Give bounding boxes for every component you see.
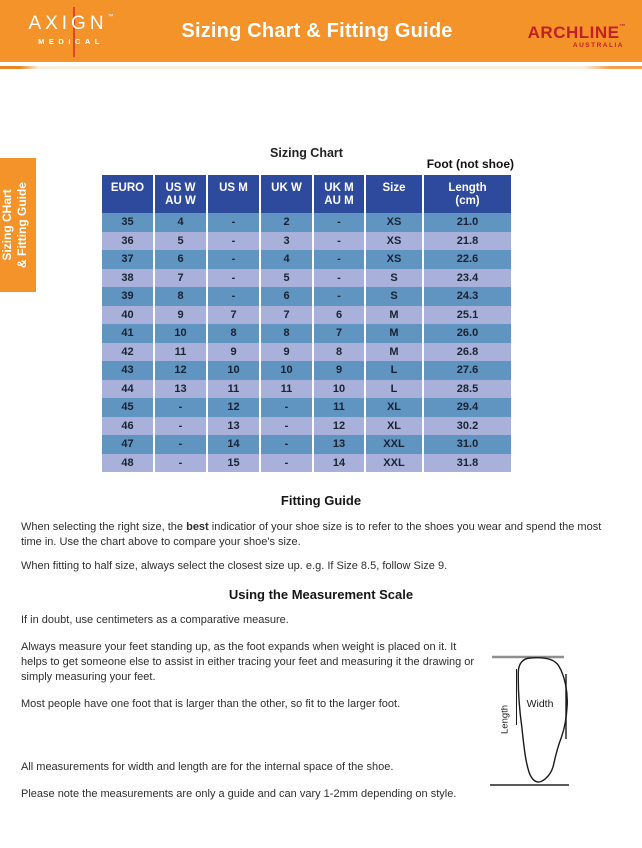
table-cell: 27.6	[422, 361, 511, 380]
table-cell: -	[259, 454, 312, 473]
table-row	[102, 343, 511, 362]
column-header: US W AU W	[153, 175, 206, 213]
foot-outline	[518, 658, 567, 782]
column-header: Size	[364, 175, 422, 213]
table-row	[102, 306, 511, 325]
table-cell: 37	[102, 250, 153, 269]
table-cell: 31.0	[422, 435, 511, 454]
table-cell: 7	[259, 306, 312, 325]
table-cell: XL	[364, 417, 422, 436]
table-cell: 9	[312, 361, 364, 380]
table-cell: 30.2	[422, 417, 511, 436]
axign-logo-text: AXIGN	[28, 13, 108, 34]
table-cell: 7	[312, 324, 364, 343]
table-cell: 29.4	[422, 398, 511, 417]
table-cell: -	[312, 232, 364, 251]
table-cell: -	[153, 417, 206, 436]
table-cell: XXL	[364, 454, 422, 473]
table-cell: S	[364, 287, 422, 306]
column-header: UK M AU M	[312, 175, 364, 213]
table-row	[102, 324, 511, 343]
table-cell: 39	[102, 287, 153, 306]
table-cell: 5	[153, 232, 206, 251]
table-cell: S	[364, 269, 422, 288]
measurement-paragraph-3: Most people have one foot that is larger than the other, so fit to the larger foot.	[21, 698, 401, 710]
table-cell: -	[153, 435, 206, 454]
table-cell: M	[364, 324, 422, 343]
table-cell: 10	[312, 380, 364, 399]
table-cell: 11	[259, 380, 312, 399]
fitting-guide-paragraph-1	[21, 520, 622, 550]
table-row	[102, 361, 511, 380]
archline-logo-text: ARCHLINE	[527, 22, 620, 42]
measurement-paragraph-2: Always measure your feet standing up, as the foot expands when weight is placed on it. It helps to get someone else to assist in either tracing your feet and measuring it the drawing or simply measuring your feet.	[21, 641, 475, 683]
table-cell: 9	[153, 306, 206, 325]
sizing-chart-title: Sizing Chart	[270, 146, 343, 160]
table-cell: 8	[312, 343, 364, 362]
table-cell: 41	[102, 324, 153, 343]
table-cell: 21.0	[422, 213, 511, 232]
table-cell: 45	[102, 398, 153, 417]
measurement-paragraph-5: Please note the measurements are only a guide and can vary 1-2mm depending on style.	[21, 788, 457, 800]
table-cell: XXL	[364, 435, 422, 454]
side-tab-line-1: Sizing CHart	[0, 189, 14, 261]
table-cell: -	[153, 454, 206, 473]
table-cell: 14	[206, 435, 259, 454]
table-cell: -	[312, 213, 364, 232]
table-row	[102, 454, 511, 473]
column-header: Length (cm)	[422, 175, 511, 213]
trademark-symbol: ™	[107, 14, 114, 20]
table-cell: 11	[206, 380, 259, 399]
archline-logo-name	[514, 24, 626, 41]
table-cell: 28.5	[422, 380, 511, 399]
table-cell: 43	[102, 361, 153, 380]
table-cell: 4	[259, 250, 312, 269]
table-row	[102, 213, 511, 232]
table-cell: -	[206, 213, 259, 232]
archline-logo	[514, 14, 626, 49]
axign-logo	[16, 5, 126, 57]
side-tab-line-2: & Fitting Guide	[15, 182, 29, 268]
axign-logo-name	[16, 14, 126, 33]
banner-divider-rule	[0, 66, 642, 69]
table-cell: 13	[206, 417, 259, 436]
table-cell: 7	[153, 269, 206, 288]
table-cell: 13	[153, 380, 206, 399]
table-cell: XL	[364, 398, 422, 417]
table-cell: 13	[312, 435, 364, 454]
table-cell: L	[364, 361, 422, 380]
table-cell: 5	[259, 269, 312, 288]
table-cell: 11	[153, 343, 206, 362]
table-cell: 10	[206, 361, 259, 380]
table-cell: 8	[206, 324, 259, 343]
table-cell: 12	[312, 417, 364, 436]
table-cell: 36	[102, 232, 153, 251]
table-cell: 47	[102, 435, 153, 454]
table-cell: -	[312, 250, 364, 269]
column-header: EURO	[102, 175, 153, 213]
table-cell: 15	[206, 454, 259, 473]
table-cell: 40	[102, 306, 153, 325]
table-cell: 44	[102, 380, 153, 399]
table-cell: 6	[259, 287, 312, 306]
archline-logo-subtext: AUSTRALIA	[572, 41, 624, 49]
table-cell: -	[259, 435, 312, 454]
sizing-chart-table	[102, 175, 511, 472]
table-cell: 24.3	[422, 287, 511, 306]
column-header: UK W	[259, 175, 312, 213]
table-cell: 9	[259, 343, 312, 362]
table-row	[102, 269, 511, 288]
table-cell: XS	[364, 232, 422, 251]
table-cell: 12	[206, 398, 259, 417]
table-cell: 26.0	[422, 324, 511, 343]
measurement-paragraph-1: If in doubt, use centimeters as a comparative measure.	[21, 614, 289, 626]
table-cell: 2	[259, 213, 312, 232]
table-cell: 8	[153, 287, 206, 306]
header-banner	[0, 0, 642, 62]
measurement-paragraph-4: All measurements for width and length are for the internal space of the shoe.	[21, 761, 394, 773]
table-cell: 3	[259, 232, 312, 251]
table-row	[102, 380, 511, 399]
table-cell: 4	[153, 213, 206, 232]
table-cell: XS	[364, 213, 422, 232]
table-cell: 25.1	[422, 306, 511, 325]
table-row	[102, 398, 511, 417]
table-cell: -	[206, 232, 259, 251]
column-header: US M	[206, 175, 259, 213]
table-cell: 11	[312, 398, 364, 417]
length-label: Length	[499, 704, 511, 734]
table-row	[102, 417, 511, 436]
table-row	[102, 287, 511, 306]
foot-not-shoe-note: Foot (not shoe)	[426, 157, 514, 171]
table-cell: 23.4	[422, 269, 511, 288]
table-row	[102, 435, 511, 454]
foot-measurement-diagram	[486, 648, 581, 796]
table-cell: 14	[312, 454, 364, 473]
table-cell: 6	[312, 306, 364, 325]
table-cell: 48	[102, 454, 153, 473]
paragraph-text: indicatior of your shoe size is to refer to the shoes you wear and spend the most time in. Use the chart above to compare your shoe's size.	[21, 521, 602, 548]
table-cell: -	[206, 287, 259, 306]
table-cell: 46	[102, 417, 153, 436]
table-cell: 7	[206, 306, 259, 325]
table-cell: 42	[102, 343, 153, 362]
table-cell: 6	[153, 250, 206, 269]
measurement-scale-heading: Using the Measurement Scale	[228, 587, 414, 602]
table-cell: 22.6	[422, 250, 511, 269]
table-cell: 35	[102, 213, 153, 232]
table-cell: 12	[153, 361, 206, 380]
table-cell: 31.8	[422, 454, 511, 473]
table-cell: M	[364, 343, 422, 362]
width-label: Width	[526, 698, 554, 710]
table-cell: XS	[364, 250, 422, 269]
paragraph-text: When selecting the right size, the	[21, 521, 187, 533]
table-cell: 26.8	[422, 343, 511, 362]
table-cell: -	[153, 398, 206, 417]
bold-word-best: best	[186, 521, 209, 533]
trademark-symbol: ™	[619, 23, 626, 30]
table-cell: -	[206, 269, 259, 288]
table-cell: L	[364, 380, 422, 399]
side-tab-sizing-chart	[0, 158, 36, 292]
table-row	[102, 250, 511, 269]
table-cell: -	[312, 287, 364, 306]
table-cell: -	[259, 417, 312, 436]
table-cell: -	[312, 269, 364, 288]
fitting-guide-paragraph-2: When fitting to half size, always select the closest size up. e.g. If Size 8.5, follow Size 9.	[21, 560, 448, 572]
axign-logo-subtext: MEDICAL	[38, 37, 104, 46]
table-cell: 8	[259, 324, 312, 343]
table-cell: -	[206, 250, 259, 269]
side-tab-label	[0, 158, 36, 292]
table-cell: 9	[206, 343, 259, 362]
table-row	[102, 232, 511, 251]
page-title: Sizing Chart & Fitting Guide	[181, 19, 453, 42]
table-cell: 10	[153, 324, 206, 343]
table-cell: 21.8	[422, 232, 511, 251]
table-cell: 10	[259, 361, 312, 380]
fitting-guide-heading: Fitting Guide	[280, 493, 362, 508]
table-header-row	[102, 175, 511, 213]
table-cell: -	[259, 398, 312, 417]
table-cell: 38	[102, 269, 153, 288]
table-cell: M	[364, 306, 422, 325]
